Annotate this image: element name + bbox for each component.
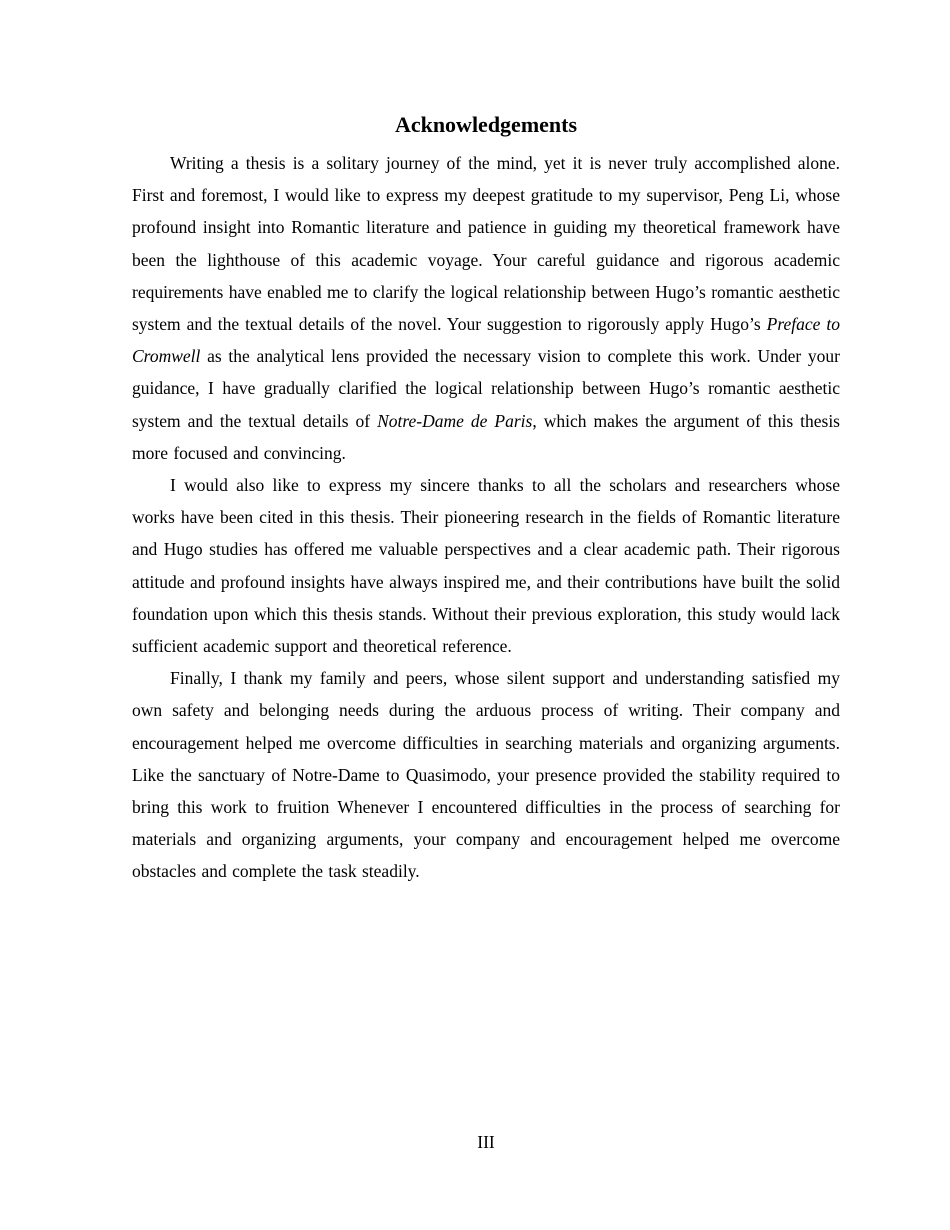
body-text (132, 147, 840, 888)
paragraph-1-text-a: Writing a thesis is a solitary journey of the mind, yet it is never truly accomplished alone. First and foremost, I would like to express my deepest gratitude to my supervisor, Peng Li, whose profound insight into Romantic literature and patience in guiding my theoretical framework have been the lighthouse of this academic voyage. Your careful guidance and rigorous academic requirements have enabled me to clarify the logical relationship between Hugo’s romantic aesthetic system and the textual details of the novel. Your suggestion to rigorously apply Hugo’s (132, 153, 840, 335)
page-title: Acknowledgements (394, 112, 578, 137)
paragraph-1-text-c: , which makes the argument of this thesis more focused and convincing. (132, 410, 840, 463)
italic-title-notre-dame-de-paris: Notre-Dame de Paris (377, 410, 533, 431)
paragraph-1 (132, 147, 840, 469)
page-number: III (477, 1132, 495, 1152)
paragraph-3: Finally, I thank my family and peers, whose silent support and understanding satisfied my own safety and belonging needs during the arduous process of writing. Their company and encouragement helped me overcome difficulties in searching materials and organizing arguments. Like the sanctuary of Notre-Dame to Quasimodo, your presence provided the stability required to bring this work to fruition Whenever I encountered difficulties in the process of searching for materials and organizing arguments, your company and encouragement helped me overcome obstacles and complete the task steadily. (132, 668, 840, 882)
paragraph-2: I would also like to express my sincere thanks to all the scholars and researchers whose works have been cited in this thesis. Their pioneering research in the fields of Romantic literature and Hugo studies has offered me valuable perspectives and a clear academic path. Their rigorous attitude and profound insights have always inspired me, and their contributions have built the solid foundation upon which this thesis stands. Without their previous exploration, this study would lack sufficient academic support and theoretical reference. (132, 475, 840, 657)
italic-title-preface-to-cromwell: Preface to Cromwell (132, 314, 840, 367)
paragraph-1-text-b: as the analytical lens provided the necessary vision to complete this work. Under your guidance, I have gradually clarified the logical relationship between Hugo’s romantic aesthetic system and the textual details of (132, 346, 840, 431)
